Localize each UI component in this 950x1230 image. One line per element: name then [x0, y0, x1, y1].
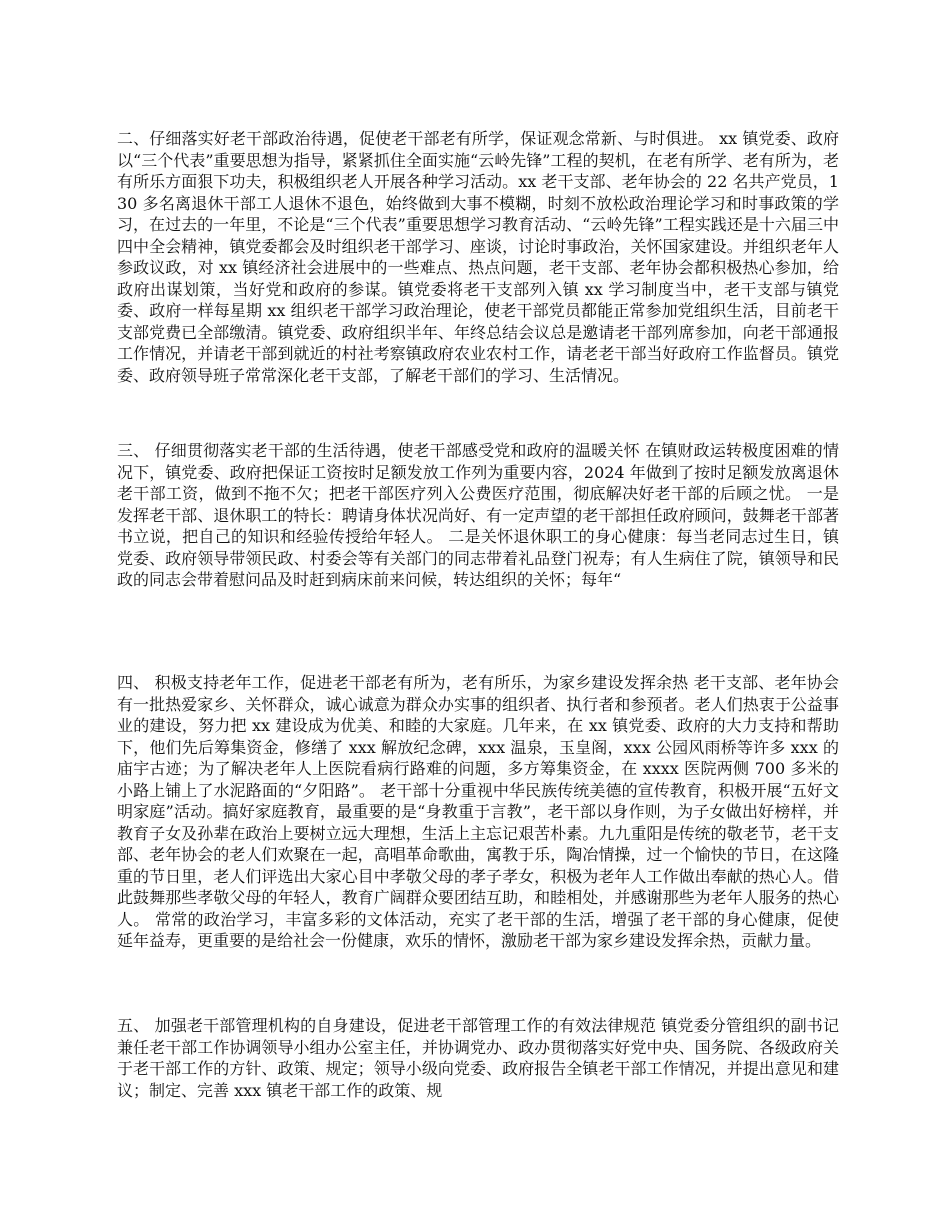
paragraph-section-2: 二、仔细落实好老干部政治待遇，促使老干部老有所学，保证观念常新、与时俱进。 xx 镇党委、政府以“三个代表”重要思想为指导，紧紧抓住全面实施“云岭先锋”工程的契机，在老有所学、老有所为，老有所乐方面狠下功夫，积极组织老人开展各种学习活动。xx 老干支部、老年协会的 22 名共产党员，130 多名离退休干部工人退休不退色，始终做到大事不模糊，时刻不放松政治理论学习和时事政策的学习，在过去的一年里，不论是“三个代表”重要思想学习教育活动、“云岭先锋”工程实践还是十六届三中四中全会精神，镇党委都会及时组织老干部学习、座谈，讨论时事政治，关怀国家建设。并组织老年人参政议政，对 xx 镇经济社会进展中的一些难点、热点问题，老干支部、老年协会都积极热心参加，给政府出谋划策，当好党和政府的参谋。镇党委将老干支部列入镇 xx 学习制度当中，老干支部与镇党委、政府一样每星期 xx 组织老干部学习政治理论，使老干部党员都能正常参加党组织生活，目前老干支部党费已全部缴清。镇党委、政府组织半年、年终总结会议总是邀请老干部列席参加，向老干部通报工作情况，并请老干部到就近的村社考察镇政府农业农村工作，请老老干部当好政府工作监督员。镇党委、政府领导班子常常深化老干支部，了解老干部们的学习、生活情况。: [117, 129, 839, 385]
paragraph-section-4: 四、 积极支持老年工作，促进老干部老有所为，老有所乐，为家乡建设发挥余热 老干支部、老年协会有一批热爱家乡、关怀群众，诚心诚意为群众办实事的组织者、执行者和参预者。老人们热衷于公益事业的建设，努力把 xx 建设成为优美、和睦的大家庭。几年来，在 xx 镇党委、政府的大力支持和帮助下，他们先后筹集资金，修缮了 xxx 解放纪念碑，xxx 温泉，玉皇阁，xxx 公园风雨桥等许多 xxx 的庙宇古迹；为了解决老年人上医院看病行路难的问题，多方筹集资金，在 xxxx 医院两侧 700 多米的小路上铺上了水泥路面的“夕阳路”。 老干部十分重视中华民族传统美德的宣传教育，积极开展“五好文明家庭”活动。搞好家庭教育，最重要的是“身教重于言教”，老干部以身作则，为子女做出好榜样，并教育子女及孙辈在政治上要树立远大理想，生活上主忘记艰苦朴素。九九重阳是传统的敬老节，老干支部、老年协会的老人们欢聚在一起，高唱革命歌曲，寓教于乐，陶冶情操，过一个愉快的节日，在这隆重的节日里，老人们评选出大家心目中孝敬父母的孝子孝女，积极为老年人工作做出奉献的热心人。借此鼓舞那些孝敬父母的年轻人，教育广阔群众要团结互助，和睦相处，并感谢那些为老年人服务的热心人。 常常的政治学习，丰富多彩的文体活动，充实了老干部的生活，增强了老干部的身心健康，促使延年益寿，更重要的是给社会一份健康，欢乐的情怀，激励老干部为家乡建设发挥余热，贡献力量。: [117, 673, 839, 950]
paragraph-section-5: 五、 加强老干部管理机构的自身建设，促进老干部管理工作的有效法律规范 镇党委分管组织的副书记兼任老干部工作协调领导小组办公室主任，并协调党办、政办贯彻落实好党中央、国务院、各级政府关于老干部工作的方针、政策、规定；领导小级向党委、政府报告全镇老干部工作情况，并提出意见和建议；制定、完善 xxx 镇老干部工作的政策、规: [117, 1016, 839, 1100]
paragraph-section-3: 三、 仔细贯彻落实老干部的生活待遇，使老干部感受党和政府的温暖关怀 在镇财政运转极度困难的情况下，镇党委、政府把保证工资按时足额发放工作列为重要内容，2024 年做到了按时足额发放离退休老干部工资，做到不拖不欠；把老干部医疗列入公费医疗范围，彻底解决好老干部的后顾之忧。 一是发挥老干部、退休职工的特长：聘请身体状况尚好、有一定声望的老干部担任政府顾问，鼓舞老干部著书立说，把自己的知识和经验传授给年轻人。 二是关怀退休职工的身心健康：每当老同志过生日，镇党委、政府领导带领民政、村委会等有关部门的同志带着礼品登门祝寿；有人生病住了院，镇领导和民政的同志会带着慰问品及时赶到病床前来问候，转达组织的关怀；每年“: [117, 441, 839, 589]
